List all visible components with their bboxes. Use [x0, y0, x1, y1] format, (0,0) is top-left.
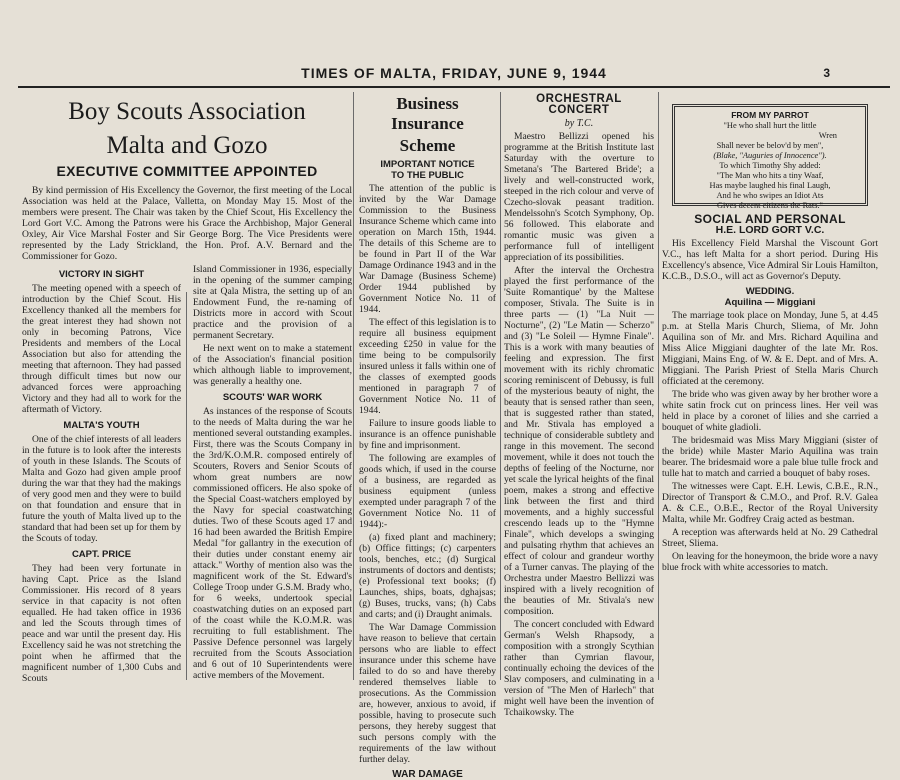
concert-byline: by T.C. [564, 118, 594, 129]
social-p2: The marriage took place on Monday, June 5, at 4.45 p.m. at Stella Maris Church, Sliema, of Mr. John Aquilina son of Mr. and Mrs. Richard Aquilina and Miss Alice Miggiani daughter of the late Mr. Ros. Miggiani, Mains Eng. of W. & E. Dept. and of Mrs. A. Miggiani. The Parish Priest of Stella Maris Church officiated at the ceremony. [662, 310, 878, 387]
social-p6: A reception was afterwards held at No. 29 Cathedral Street, Sliema. [662, 527, 878, 549]
social-p4: The bridesmaid was Miss Mary Miggiani (sister of the bride) while Master Mario Aquilina was train bearer. The bridesmaid wore a pale blue tulle frock and tulle hat to match and carried a bouquet of baby roses. [662, 435, 878, 479]
wedding-subheading: Aquilina — Miggiani [724, 297, 816, 308]
scouts-subheadline: EXECUTIVE COMMITTEE APPOINTED [56, 163, 318, 179]
insurance-p6: The War Damage Commission have reason to believe that certain persons who are liable to effect insurance under this scheme have failed to do so and have thereby rendered themselves liable to prosecutions. As the Commission are, however, anxious to avoid, if possible, having to prosecute such persons, they hereby suggest that such persons comply with the requirements of the law without further delay. [359, 622, 496, 765]
social-headline: SOCIAL AND PERSONAL [694, 212, 846, 226]
insurance-headline-1: Business Insurance [391, 94, 464, 133]
scouts-financial-text: He next went on to make a statement of the Association's financial position which although liable to improvement, was generally a healthy one. [193, 343, 352, 387]
social-p5: The witnesses were Capt. E.H. Lewis, C.B.E., R.N., Director of Transport & C.M.O., and Prof. R.V. Galea A. & C.E., O.B.E., Rector of the Royal University Malta, while Mr. Godfrey Craig acted as bestman. [662, 481, 878, 525]
parrot-line: "The Man who hits a tiny Waaf, [716, 171, 824, 180]
insurance-p1: The attention of the public is invited by the War Damage Commission to the Business Insurance Scheme which came into operation on March 15th, 1944. The details of this Scheme are to be found in Part II of the War Damage Ordinance 1943 and in the War Damage (Business Scheme) Order 1944 published by Government Notice No. 11 of 1944. [359, 183, 496, 315]
column-rule [500, 92, 501, 680]
parrot-line: "He who shall hurt the little [723, 121, 817, 130]
scouts-headline-1: Boy Scouts Association [68, 98, 306, 125]
parrot-line: Has maybe laughed his final Laugh, [709, 181, 831, 190]
parrot-line: (Blake, "Auguries of Innocence"). [713, 151, 827, 160]
war-work-text: As instances of the response of Scouts to the needs of Malta during the war he mentioned several outstanding examples. First, there was the Scouts Company in the 3rd/K.O.M.R. composed entirely of Scouters, Rovers and Senior Scouts of whom great numbers are now commissioned officers. He also spoke of the Special Coast-watchers employed by the Navy for special coastwatching duties. Two of these Scouts aged 17 and 16 had been awarded the British Empire Medal "for gallantry in the execution of their duties under constant enemy air attack." Worthy of mention also was the magnificent work of the St. Edward's College Troop under G.S.M. Brady who, for 6 weeks, undertook special coastwatching duties on an exposed part of the coast while the K.O.M.R. was recruiting to full establishment. The Passive Defence personnel was largely recruited from the Scouts Association and 6 out of 10 Superintendents were active members of the Movement. [193, 406, 352, 681]
insurance-subhead-2: TO THE PUBLIC [391, 170, 464, 181]
insurance-p5: (a) fixed plant and machinery; (b) Office fittings; (c) carpenters tools, benches, etc.; (d) Surgical instruments of doctors and dentists; (e) Professional text books; (f) Launches, ships, boats, dghajsas; (g) Buses, trucks, vans; (h) Cabs and carts; and (i) Draught animals. [359, 532, 496, 620]
scouts-subcolumn-left [22, 264, 181, 686]
insurance-p2: The effect of this legislation is to require all business equipment exceeding £250 in value for the time being to be compulsorily insured unless it falls within one of the classes of exempted goods mentioned in paragraph 7 of Government Notice No. 11 of 1944. [359, 317, 496, 416]
scouts-article [22, 94, 352, 684]
parrot-line: Gives decent citizens the Rats." [717, 201, 823, 210]
concert-p1: Maestro Bellizzi opened his programme at the British Institute last Saturday with the overture to Smetana's 'The Bartered Bride'; a lively and well-constructed work, steeped in the rich colour and verve of Czecho-slovak peasant tradition. Mendelssohn's Scotch Symphony, Op. 56 followed. This elaborate and romantic music was given a performance full of intelligent appreciation of its possibilities. [504, 131, 654, 263]
scouts-headline-2: Malta and Gozo [106, 132, 268, 159]
parrot-line: To which Timothy Shy added: [719, 161, 821, 170]
parrot-line: Shall never be belov'd by men", [716, 141, 824, 150]
scouts-subcolumn-right [193, 264, 352, 683]
scouts-continued-text: Island Commissioner in 1936, especially in the opening of the summer camping site at Qala Mistra, the setting up of an Endowment Fund, the re-naming of Districts more in accord with Scout practice and the provision of a permanent Secretary. [193, 264, 352, 341]
insurance-subhead-1: IMPORTANT NOTICE [380, 159, 475, 170]
parrot-line: Wren [818, 131, 837, 140]
insurance-p3: Failure to insure goods liable to insurance is an offence punishable by fine and imprisonment. [359, 418, 496, 451]
insurance-headline-2: Scheme [399, 136, 456, 155]
youth-text: One of the chief interests of all leaders in the future is to look after the interests of youth in these Islands. The Scouts of Malta and Gozo had given ample proof during the war that they had the makings of very good men and they were to build on that foundation and ensure that in future the youth of Malta lived up to the standard that had been set up for them by the Scouts of today. [22, 434, 181, 544]
social-p7: On leaving for the honeymoon, the bride wore a navy blue frock with white accessories to match. [662, 551, 878, 573]
insurance-p4: The following are examples of goods which, if used in the course of a business, are regarded as business equipment (unless exempted under paragraph 7 of the Government Notice No. 11 of 1944):- [359, 453, 496, 530]
parrot-box [672, 104, 868, 210]
social-subhead: H.E. LORD GORT V.C. [715, 224, 825, 236]
column-rule [186, 292, 187, 680]
column-rule [353, 92, 354, 680]
scouts-intro: By kind permission of His Excellency the Governor, the first meeting of the Local Association was held at the Palace, Valletta, on Monday May 15. Most of the members were present. The Chair was taken by the Chief Scout, His Excellency the Lord Gort V.C. Among the Patrons were his Grace the Archbishop, Major General Oxley, Air Vice Marshal Foster and Sir George Borg. The Vice Presidents were represented by the Lady Strickland, the Hon. Prof. A.V. Bernard and the Commissioner for Gozo. [22, 185, 352, 262]
concert-headline: ORCHESTRAL CONCERT [536, 93, 622, 116]
war-damage-heading: WAR DAMAGE [392, 769, 463, 780]
war-work-heading: SCOUTS' WAR WORK [222, 392, 323, 403]
victory-heading: VICTORY IN SIGHT [58, 269, 145, 280]
concert-p3: The concert concluded with Edward German's Welsh Rhapsody, a composition with a strongly Scythian rather than Cymrian flavour, continually echoing the devices of the Slav composers, and culminating in a version of "The Men of Harlech" that might well have been the invention of Tchaikowsky. The [504, 619, 654, 718]
wedding-heading: WEDDING. [745, 286, 795, 297]
youth-heading: MALTA'S YOUTH [63, 420, 140, 431]
social-p1: His Excellency Field Marshal the Viscount Gort V.C., has left Malta for a short period. During His Excellency's absence, Vice Admiral Sir Louis Hamilton, K.C.B., D.S.O., will act as Governor's Deputy. [662, 238, 878, 282]
price-heading: CAPT. PRICE [71, 549, 132, 560]
insurance-article [359, 94, 496, 780]
page-number: 3 [823, 66, 830, 80]
concert-p2: After the interval the Orchestra played the first performance of the 'Suite Romantique' by the Maltese composer, Stivala. The Suite is in three parts — (1) "La Nuit — Nocturne", (2) "Le Matin — Scherzo" and (3) "Le Soleil — Hymne Finale". This is a work with many beauties of feeling and expression. The first movement with its richly chromatic scoring reminiscent of Debussy, is full of the mysterious beauty of night, the beauty that is sensed rather than seen, that is suggested rather than stated, and Mr. Stivala has employed a technique of considerable subtlety and range in this movement. The second movement, while it does not touch the depths of feeling of the Nocturne, nor yet scale the lyrical heights of the final poem, makes a strong and effective link between the first and third movements, and a highly successful crescendo leads up to the "Hymne Finale", which develops a swinging and pulsating rhythm that achieves an effect of colour and grandeur worthy of a Turner canvas. The playing of the Orchestra under Maestro Bellizzi was inspired with a lively recognition of the beauties of Mr. Stivala's new composition. [504, 265, 654, 617]
social-p3: The bride who was given away by her brother wore a white satin frock cut on princess lines. Her veil was held in place by a coronet of lilies and she carried a bouquet of white gladioli. [662, 389, 878, 433]
social-article [662, 214, 878, 575]
parrot-line: And he who swipes an Idiot Ats [716, 191, 824, 200]
masthead-title: TIMES OF MALTA, FRIDAY, JUNE 9, 1944 [301, 65, 607, 81]
column-rule [658, 92, 659, 680]
parrot-title: FROM MY PARROT [731, 110, 809, 120]
masthead [18, 64, 890, 88]
concert-article [504, 93, 654, 718]
price-text: They had been very fortunate in having Capt. Price as the Island Commissioner. His record of 8 years service in that capacity is not often equalled. He had taken office in 1936 and led the Scouts through times of peace and war until the present day. His Excellency said he was not stretching the point when he affirmed that the magnificent number of 1,300 Cubs and Scouts [22, 563, 181, 684]
victory-text: The meeting opened with a speech of introduction by the Chief Scout. His Excellency thanked all the members for the great interest they had shown not only in becoming Patrons, Vice Presidents and members of the Local Association but also for attending the meeting that afternoon. They had passed through difficult times but now our advanced forces were approaching Victory and they had all to work for the aftermath of Victory. [22, 283, 181, 415]
